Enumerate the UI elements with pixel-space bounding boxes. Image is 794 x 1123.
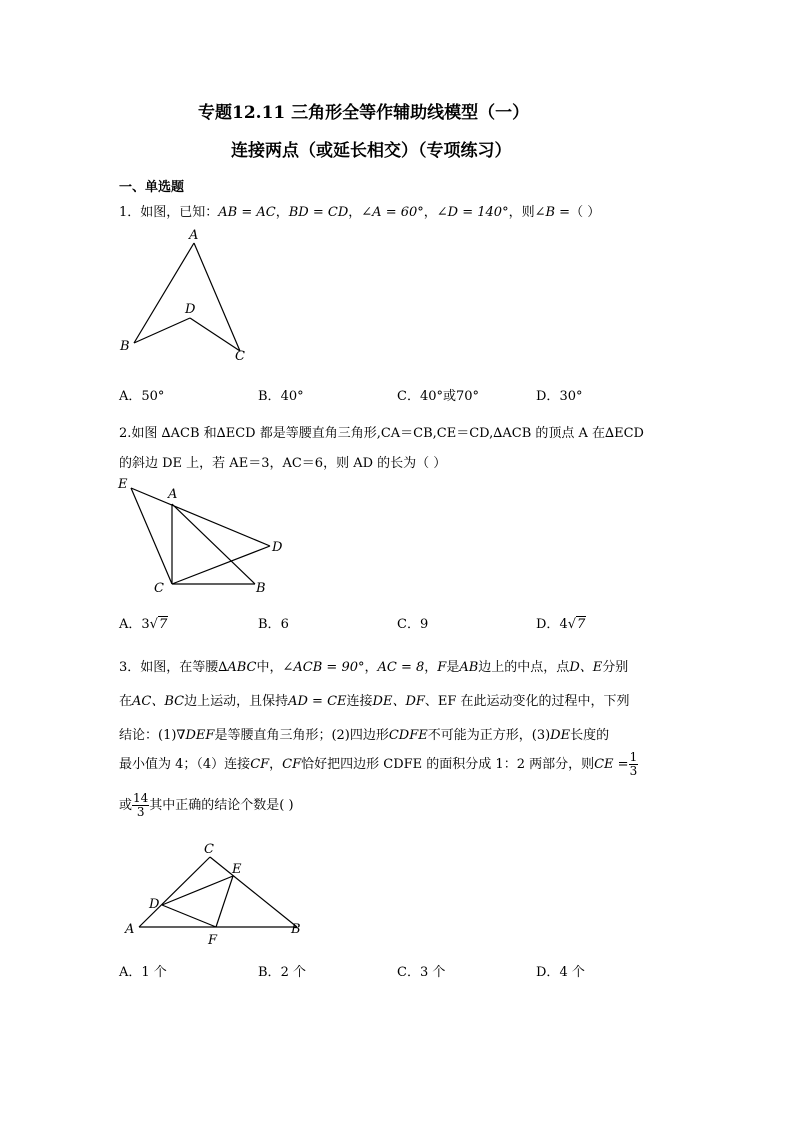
q3-option-d-text: 4 个 — [559, 965, 585, 980]
q2-stem-line2: 的斜边 DE 上，若 AE＝3，AC＝6，则 AD 的长为（ ） — [119, 456, 447, 471]
q3-option-d-key: D． — [536, 965, 560, 980]
q2-label-a: A — [168, 487, 178, 502]
q1-label-a: A — [189, 228, 199, 243]
q1-figure — [112, 226, 262, 366]
q3-l4-c: 恰好把四边形 CDFE 的面积分成 1：2 两部分，则 — [301, 757, 595, 772]
q3-l4-m3: CE = — [594, 757, 629, 772]
q3-l1-f: 边上的中点，点 — [478, 660, 570, 675]
q3-l2-b: 边上运动，且保持 — [184, 694, 289, 709]
q3-edge-df — [162, 905, 216, 927]
q1-option-a-key: A． — [119, 389, 142, 404]
q1-label-b: B — [120, 339, 130, 354]
q3-l1-m4: F — [437, 660, 447, 675]
q1-option-c-key: C． — [397, 389, 420, 404]
q3-l3-a: 结论：(1) — [119, 728, 177, 743]
q1-stem — [119, 201, 600, 220]
q3-l3-m2: CDFE — [388, 728, 428, 743]
q1-option-b-key: B． — [258, 389, 281, 404]
q1-text-b: ，则 — [508, 205, 535, 220]
q3-edge-ac — [139, 857, 210, 927]
q3-label-a: A — [125, 922, 135, 937]
q2-option-c-text: 9 — [419, 617, 429, 632]
q3-option-c-key: C． — [397, 965, 420, 980]
q2-stem-line1: 2.如图 ∆ACB 和∆ECD 都是等腰直角三角形,CA＝CB,CE＝CD,∆ACB 的顶点 A 在∆ECD — [119, 426, 644, 441]
q3-l1-m6: D、E — [569, 660, 603, 675]
q3-l5-b: 其中正确的结论个数是( ) — [149, 798, 294, 813]
q3-frac2-num: 14 — [133, 791, 149, 805]
q1-option-c[interactable] — [397, 385, 479, 404]
q3-l3-m1: ∇DEF — [176, 728, 215, 743]
q3-stem-line1 — [119, 656, 628, 675]
q2-option-d-radicand: 7 — [577, 617, 586, 632]
q3-option-c[interactable] — [397, 961, 445, 980]
q3-l3-b: 是等腰直角三角形；(2)四边形 — [214, 728, 389, 743]
q2-label-d: D — [272, 540, 283, 555]
q1-math-bd: BD = CD — [288, 205, 349, 220]
q2-option-d-coef: 4 — [559, 617, 568, 632]
q3-option-a-key: A． — [119, 965, 142, 980]
q3-l2-c: 连接 — [346, 694, 373, 709]
q1-math-angle-b: ∠B = — [534, 205, 571, 220]
q1-text-a: 如图，已知： — [140, 205, 219, 220]
q3-fraction-fourteen-thirds — [132, 792, 149, 819]
q2-option-c-key: C． — [397, 617, 420, 632]
q3-l1-g: 分别 — [602, 660, 629, 675]
q3-edge-de — [162, 876, 233, 905]
q1-edge-ab — [134, 243, 194, 343]
q2-figure — [112, 474, 292, 600]
q1-edge-bd — [134, 318, 190, 343]
q3-option-a-text: 1 个 — [141, 965, 167, 980]
q3-option-a[interactable] — [119, 961, 167, 980]
q1-label-c: C — [235, 349, 245, 364]
q3-l1-b: 中， — [256, 660, 283, 675]
q1-math-angle-d: ∠D = 140° — [436, 205, 509, 220]
q1-sep2: ， — [348, 205, 362, 220]
q3-option-c-text: 3 个 — [419, 965, 446, 980]
q1-option-a[interactable] — [119, 385, 164, 404]
q3-l2-m1: AC、BC — [132, 694, 185, 709]
q2-option-a[interactable] — [119, 613, 168, 632]
q2-option-b[interactable] — [258, 613, 289, 632]
q3-label-f: F — [208, 933, 218, 948]
q1-option-d-key: D． — [536, 389, 560, 404]
q3-label-d: D — [149, 897, 160, 912]
q3-option-b-text: 2 个 — [280, 965, 306, 980]
q2-option-d-radical: √ — [567, 617, 577, 632]
q3-option-d[interactable] — [536, 961, 585, 980]
q3-l5-a: 或 — [119, 798, 133, 813]
q2-edge-ab — [172, 504, 255, 584]
q3-l1-d: ， — [424, 660, 438, 675]
q2-option-b-text: 6 — [280, 617, 289, 632]
q2-option-a-coef: 3 — [141, 617, 150, 632]
q2-option-d-key: D． — [536, 617, 560, 632]
q1-sep3: ， — [423, 205, 437, 220]
page-title: 专题12.11 三角形全等作辅助线模型（一） — [198, 103, 530, 123]
q1-label-d: D — [185, 302, 196, 317]
q1-option-d[interactable] — [536, 385, 582, 404]
q1-edge-ac — [194, 243, 240, 351]
q1-option-c-text: 40°或70° — [419, 389, 480, 404]
q2-label-e: E — [118, 477, 128, 492]
q3-label-e: E — [232, 862, 242, 877]
q3-frac1-num: 1 — [629, 750, 638, 764]
q3-l4-m1: CF — [250, 757, 270, 772]
q3-l2-m3: DE、DF — [372, 694, 425, 709]
q3-stem-line4 — [119, 751, 638, 778]
q3-l3-d: 长度的 — [570, 728, 610, 743]
q3-l4-b: ， — [269, 757, 283, 772]
q3-l1-a: 3．如图，在等腰 — [119, 660, 219, 675]
q2-option-a-radicand: 7 — [158, 617, 168, 632]
q3-l3-m3: DE — [550, 728, 571, 743]
q2-option-b-key: B． — [258, 617, 281, 632]
q3-stem-line3 — [119, 724, 609, 743]
q1-option-d-text: 30° — [559, 389, 583, 404]
section-heading: 一、单选题 — [119, 180, 185, 195]
q3-l1-c: ， — [364, 660, 378, 675]
q3-stem-line2 — [119, 690, 630, 709]
q3-l1-m5: AB — [459, 660, 479, 675]
q3-option-b[interactable] — [258, 961, 306, 980]
q2-option-a-key: A． — [119, 617, 142, 632]
q3-edge-ef — [216, 876, 233, 927]
q1-sep1: ， — [275, 205, 289, 220]
q3-l2-a: 在 — [119, 694, 133, 709]
q1-number: 1． — [119, 205, 141, 220]
q3-l3-c: 不可能为正方形，(3) — [427, 728, 551, 743]
q3-frac2-den: 3 — [136, 805, 145, 819]
q3-label-b: B — [291, 922, 301, 937]
q3-l2-m2: AD = CE — [288, 694, 347, 709]
q3-edge-cb — [210, 857, 297, 927]
q3-label-c: C — [204, 842, 214, 857]
q3-l4-a: 最小值为 4；（4）连接 — [119, 757, 251, 772]
q1-option-b-text: 40° — [280, 389, 304, 404]
q1-option-b[interactable] — [258, 385, 304, 404]
q3-option-b-key: B． — [258, 965, 281, 980]
q3-l1-e: 是 — [446, 660, 460, 675]
q3-fraction-one-third — [629, 751, 639, 778]
q3-l4-m2: CF — [282, 757, 302, 772]
q3-l1-m1: ∆ABC — [218, 660, 257, 675]
q1-math-ab: AB = AC — [218, 205, 276, 220]
q2-option-c[interactable] — [397, 613, 428, 632]
q2-label-b: B — [256, 581, 266, 596]
q1-blank: （ ） — [570, 205, 601, 220]
q3-l1-m3: AC = 8 — [377, 660, 425, 675]
q3-l1-m2: ∠ACB = 90° — [282, 660, 365, 675]
q1-math-angle-a: ∠A = 60° — [361, 205, 424, 220]
q3-figure — [112, 836, 312, 948]
page-subtitle: 连接两点（或延长相交）（专项练习） — [231, 141, 512, 161]
q3-frac1-den: 3 — [629, 764, 638, 778]
q2-option-d[interactable] — [536, 613, 586, 632]
q2-option-a-radical: √ — [149, 617, 158, 632]
q2-label-c: C — [154, 581, 164, 596]
q3-l2-d: 、EF 在此运动变化的过程中，下列 — [424, 694, 630, 709]
q1-option-a-text: 50° — [141, 389, 165, 404]
q3-stem-line5 — [119, 792, 294, 819]
